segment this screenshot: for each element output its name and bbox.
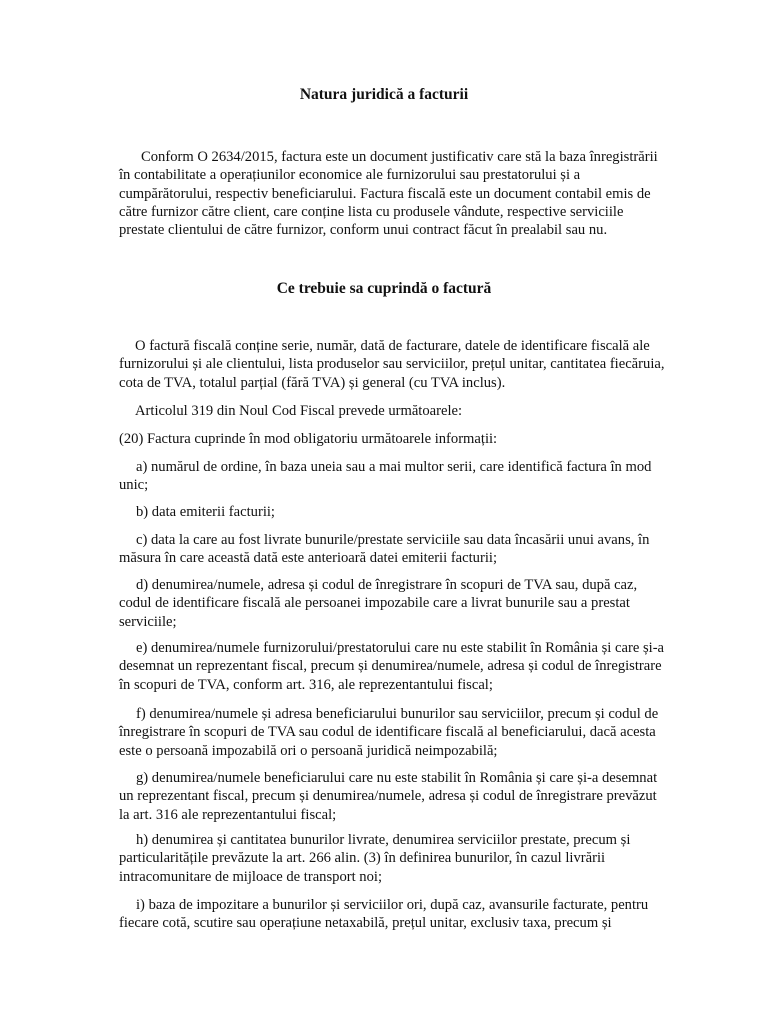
paragraph-article-319: Articolul 319 din Noul Cod Fiscal prevede următoarele: xyxy=(135,403,463,419)
paragraph-invoice-fields: O factură fiscală conține serie, număr, dată de facturare, datele de identificare fiscală ale furnizorului și ale clientului, lista produselor sau serviciilor, prețul unitar, cantitatea fiecăruia, cota de TVA, totalul parțial (fără TVA) și general (cu TVA inclus). xyxy=(119,338,665,391)
list-item-c: c) data la care au fost livrate bunurile/prestate serviciile sau data încasării unui avans, în măsura în care această dată este anterioară datei emiterii facturii; xyxy=(119,532,650,567)
heading-legal-nature: Natura juridică a facturii xyxy=(299,86,469,103)
list-item-d: d) denumirea/numele, adresa și codul de înregistrare în scopuri de TVA sau, după caz, codul de identificare fiscală ale persoanei impozabile care a livrat bunurile sau a prestat serviciile; xyxy=(119,577,638,630)
intro-paragraph: Conform O 2634/2015, factura este un document justificativ care stă la baza înregistrării în contabilitate a operațiunilor economice ale furnizorului sau prestatorului și a cumpărătorului, respectiv beneficiarului. Factura fiscală este un document contabil emis de către furnizor către client, care conține lista cu produsele vândute, respective serviciile prestate clientului de către furnizor, conform unui contract făcut în prealabil sau nu. xyxy=(119,149,658,239)
list-item-g: g) denumirea/numele beneficiarului care nu este stabilit în România și care și-a desemnat un reprezentant fiscal, precum și denumirea/numele, adresa și codul de înregistrare prevăzut la art. 316 ale reprezentantului fiscal; xyxy=(119,770,658,823)
paragraph-mandatory-info: (20) Factura cuprinde în mod obligatoriu următoarele informații: xyxy=(119,431,498,447)
list-item-i: i) baza de impozitare a bunurilor și serviciilor ori, după caz, avansurile facturate, pentru fiecare cotă, scutire sau operațiune netaxabilă, prețul unitar, exclusiv taxa, precum și xyxy=(119,897,649,932)
list-item-a: a) numărul de ordine, în baza uneia sau a mai multor serii, care identifică factura în mod unic; xyxy=(119,459,652,494)
list-item-b: b) data emiterii facturii; xyxy=(136,504,275,520)
list-item-e: e) denumirea/numele furnizorului/prestatorului care nu este stabilit în România și care și-a desemnat un reprezentant fiscal, precum și denumirea/numele, adresa și codul de înregistrare în scopuri de TVA, conform art. 316, ale reprezentantului fiscal; xyxy=(119,640,665,693)
list-item-h: h) denumirea și cantitatea bunurilor livrate, denumirea serviciilor prestate, precum și particularitățile prevăzute la art. 266 alin. (3) în definirea bunurilor, în cazul livrării intracomunitare de mijloace de transport noi; xyxy=(119,832,631,885)
heading-invoice-contents: Ce trebuie sa cuprindă o factură xyxy=(276,280,492,297)
list-item-f: f) denumirea/numele și adresa beneficiarului bunurilor sau serviciilor, precum și codul de înregistrare în scopuri de TVA sau codul de identificare fiscală al beneficiarului, dacă acesta este o persoană impozabilă ori o persoană juridică neimpozabilă; xyxy=(119,706,659,759)
